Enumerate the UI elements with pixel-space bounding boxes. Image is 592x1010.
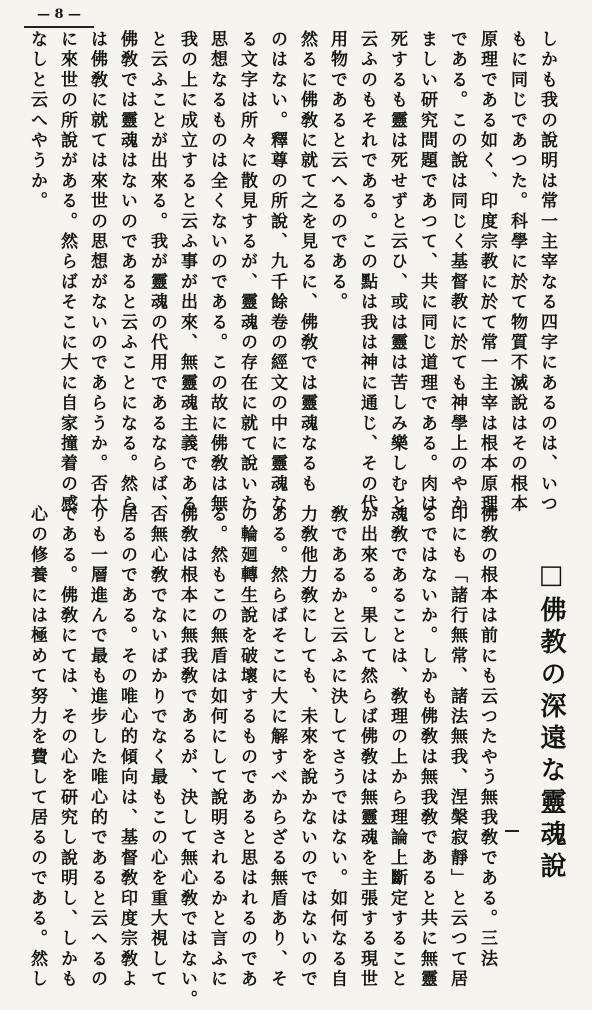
text-column: 死するも靈は死せずと云ひ、或は靈は苦しみ樂しむと	[387, 30, 407, 515]
text-column: るではないか。しかも佛敎は無我敎であると共に無靈	[417, 505, 437, 990]
text-column: 思想なるものは全くないのである。この故に佛敎は無	[207, 30, 227, 515]
text-column: 心の修養には極めて努力を費して居るのである。然し	[27, 505, 47, 990]
text-column: 居るのである。その唯心的傾向は、基督敎印度宗敎よ	[117, 505, 137, 990]
text-column: に來世の所說がある。然らばそこに大に自家撞着の感	[57, 30, 77, 515]
text-column: である。この說は同じく基督教に於ても神學上のやか	[447, 30, 467, 515]
text-column: 佛敎では靈魂はないのであると云ふことになる。然ら	[117, 30, 137, 515]
text-column: 印にも「諸行無常、諸法無我、涅槃寂靜」と云つて居	[447, 505, 467, 990]
text-column: のはない。釋尊の所說、九千餘卷の經文の中に靈魂な	[267, 30, 287, 515]
section-heading: □佛教の深遠な靈魂說	[536, 560, 566, 884]
text-column: 佛敎は根本に無我敎であるが、決して無心敎ではない。	[177, 505, 197, 1010]
text-column: なしと云へやうか。	[27, 30, 47, 212]
text-column: 用物であると云へるのである。	[327, 30, 347, 313]
page-number: — 8 —	[24, 6, 94, 28]
text-column: ましい研究問題であつて、共に同じ道理である。肉は	[417, 30, 437, 515]
text-column: 然るに佛敎に就て之を見るに、佛敎では靈魂なるも	[297, 30, 317, 495]
text-column: 我の上に成立すると云ふ事が出來、無靈魂主義である	[177, 30, 197, 515]
text-column: の輪廻轉生說を破壞するものであると思はれるのであ	[237, 505, 257, 990]
text-column: 原理である如く、印度宗教に於て常一主宰は根本原理	[477, 30, 497, 515]
text-column: りも一層進んで最も進步した唯心的であると云へるの	[87, 505, 107, 990]
text-column: 敎であるかと云ふに決してさうではない。如何なる自	[327, 505, 347, 990]
heading-rule	[505, 830, 519, 832]
text-column: る文字は所々に散見するが、靈魂の存在に就て說いた	[237, 30, 257, 515]
text-column: 魂敎であることは、敎理の上から理論上斷定すること	[387, 505, 407, 990]
text-column: が出來る。果して然らば佛敎は無靈魂を主張する現世	[357, 505, 377, 990]
text-column: 佛敎の根本は前にも云つたやう無我敎である。三法	[477, 505, 497, 970]
text-column: である。佛敎にては、その心を研究し說明し、しかも	[57, 505, 77, 990]
text-column: は佛敎に就ては來世の思想がないのであらうか。否大	[87, 30, 107, 515]
text-column: 力敎他力敎にしても、未來を說かないのではないので	[297, 505, 317, 990]
text-column: 云ふのもそれである。この點は我は神に通じ、その代	[357, 30, 377, 515]
text-column: 否無心敎でないばかりでなく最もこの心を重大視して	[147, 505, 167, 990]
text-column: しかも我の說明は常一主宰なる四字にあるのは、いつ	[537, 30, 557, 515]
text-column: る。然もこの無盾は如何にして說明されるかと言ふに	[207, 505, 227, 990]
text-column: ある。然らばそこに大に解すべからざる無盾あり、そ	[267, 505, 287, 990]
text-column: もに同じであつた。科學に於て物質不滅說はその根本	[507, 30, 527, 515]
text-column: と云ふことが出來る。我が靈魂の代用であるならば、	[147, 30, 167, 515]
